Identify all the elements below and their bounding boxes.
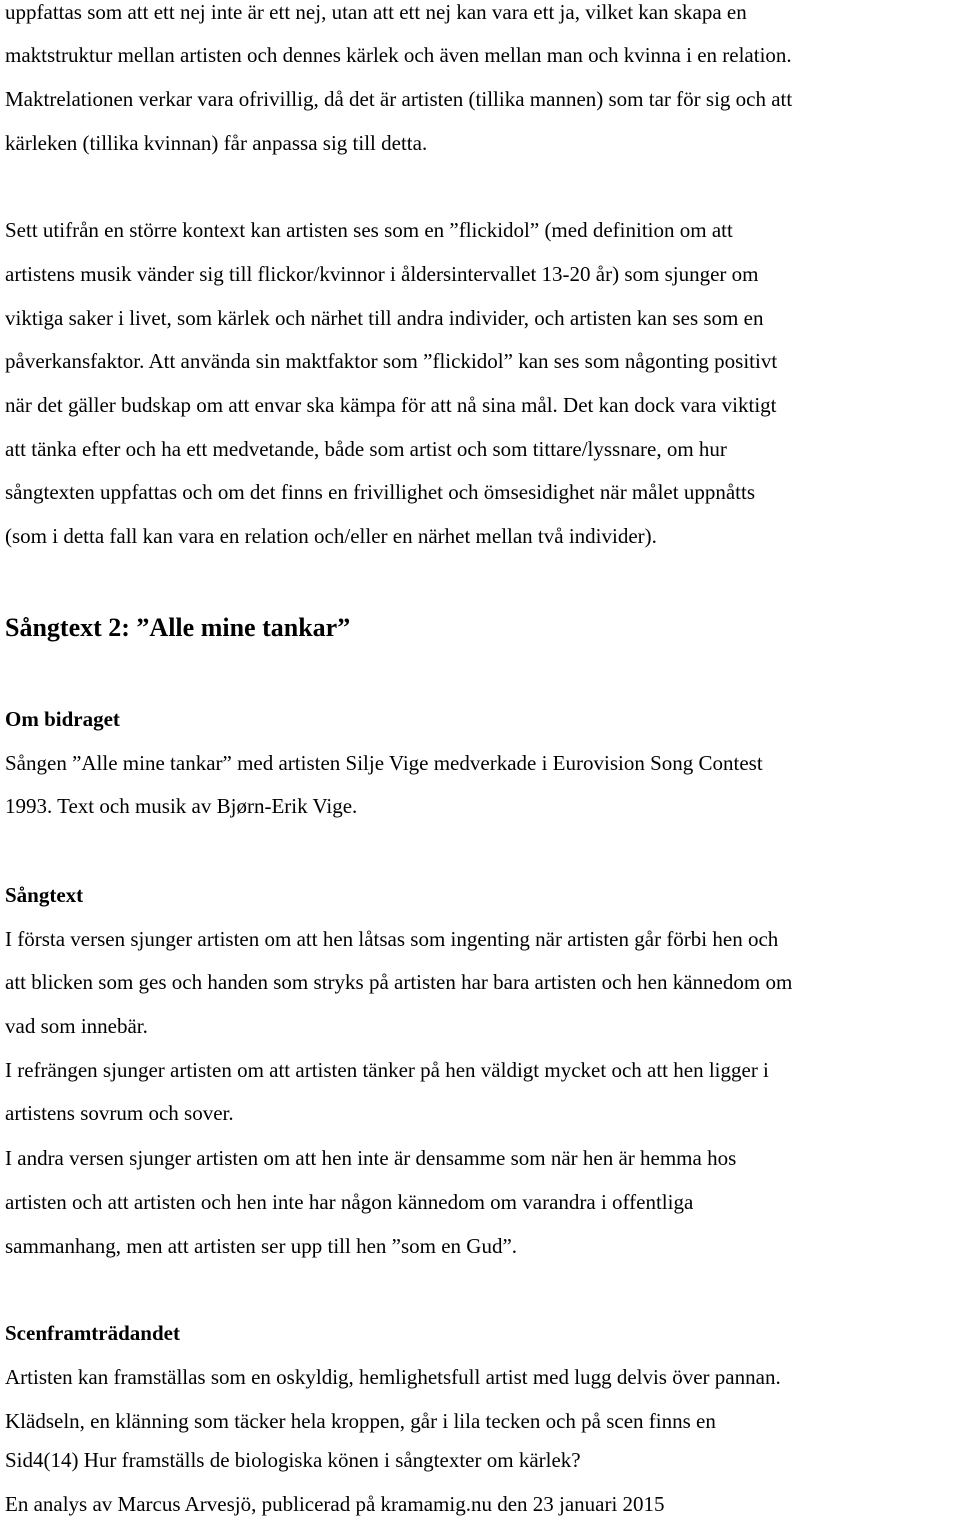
text-line: (som i detta fall kan vara en relation och/eller en närhet mellan två individer). — [5, 524, 657, 548]
text-line: kärleken (tillika kvinnan) får anpassa sig till detta. — [5, 131, 428, 155]
section-title: Sångtext 2: ”Alle mine tankar” — [5, 613, 351, 642]
text-line: Sett utifrån en större kontext kan artisten ses som en ”flickidol” (med definition om att — [5, 218, 733, 242]
bidraget-heading: Om bidraget — [5, 707, 120, 731]
text-line: artistens sovrum och sover. — [5, 1101, 234, 1125]
text-line: sångtexten uppfattas och om det finns en frivillighet och ömsesidighet när målet uppnåtts — [5, 480, 755, 504]
text-line: när det gäller budskap om att envar ska kämpa för att nå sina mål. Det kan dock vara viktigt — [5, 393, 777, 417]
text-line: Klädseln, en klänning som täcker hela kroppen, går i lila tecken och på scen finns en — [5, 1409, 716, 1433]
byline: En analys av Marcus Arvesjö, publicerad på kramamig.nu den 23 januari 2015 — [5, 1492, 665, 1516]
text-line: påverkansfaktor. Att använda sin maktfaktor som ”flickidol” kan ses som någonting positivt — [5, 349, 778, 373]
scen-heading: Scenframträdandet — [5, 1321, 180, 1345]
text-line: sammanhang, men att artisten ser upp till hen ”som en Gud”. — [5, 1234, 518, 1258]
text-line: Sången ”Alle mine tankar” med artisten Silje Vige medverkade i Eurovision Song Contest — [5, 751, 763, 775]
text-line: att blicken som ges och handen som stryks på artisten har bara artisten och hen kännedom om — [5, 970, 793, 994]
text-line: viktiga saker i livet, som kärlek och närhet till andra individer, och artisten kan ses som en — [5, 306, 764, 330]
text-line: I refrängen sjunger artisten om att artisten tänker på hen väldigt mycket och att hen ligger i — [5, 1058, 769, 1082]
text-line: 1993. Text och musik av Bjørn-Erik Vige. — [5, 794, 358, 818]
text-line: vad som innebär. — [5, 1014, 148, 1038]
text-line: I andra versen sjunger artisten om att hen inte är densamme som när hen är hemma hos — [5, 1146, 737, 1170]
sangtext-heading: Sångtext — [5, 883, 84, 907]
text-line: artistens musik vänder sig till flickor/kvinnor i åldersintervallet 13-20 år) som sjunger om — [5, 262, 759, 286]
text-line: artisten och att artisten och hen inte har någon kännedom om varandra i offentliga — [5, 1190, 694, 1214]
text-line: att tänka efter och ha ett medvetande, både som artist och som tittare/lyssnare, om hur — [5, 437, 727, 461]
text-line: uppfattas som att ett nej inte är ett nej, utan att ett nej kan vara ett ja, vilket kan skapa en — [5, 0, 747, 24]
page-reference: Sid4(14) Hur framställs de biologiska könen i sångtexter om kärlek? — [5, 1448, 581, 1472]
text-line: Maktrelationen verkar vara ofrivillig, då det är artisten (tillika mannen) som tar för sig och att — [5, 87, 793, 111]
text-line: maktstruktur mellan artisten och dennes kärlek och även mellan man och kvinna i en relation. — [5, 43, 792, 67]
text-line: Artisten kan framställas som en oskyldig, hemlighetsfull artist med lugg delvis över pannan. — [5, 1365, 781, 1389]
text-line: I första versen sjunger artisten om att hen låtsas som ingenting när artisten går förbi hen och — [5, 927, 779, 951]
